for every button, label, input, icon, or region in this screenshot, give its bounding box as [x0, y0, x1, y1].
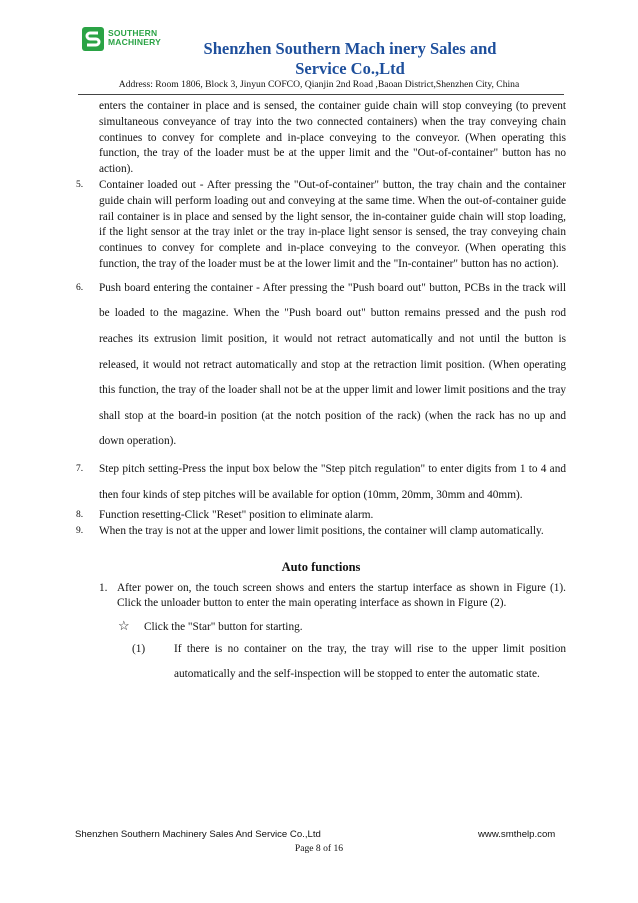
continuation-paragraph: enters the container in place and is sensed, the container guide chain will stop conveying (to prevent simultaneous conveyance of tray into the two connected containers) when the tray conveying chain continues to convey for complete and in-place conveying to the conveyor. (When operating this function, the tray of the loader must be at the upper limit and the "Out-of-container" button has no action). — [99, 100, 566, 176]
logo-line1: SOUTHERN — [108, 28, 158, 38]
company-address: Address: Room 1806, Block 3, Jinyun COFCO, Qianjin 2nd Road ,Baoan District,Shenzhen City, China — [118, 79, 520, 90]
list-item-7 — [76, 457, 566, 508]
header-divider — [78, 94, 564, 95]
company-title-line2: Service Co.,Ltd — [295, 59, 405, 78]
sub-step-1 — [76, 637, 566, 688]
list-number: 5. — [76, 179, 84, 190]
list-number: 8. — [76, 510, 84, 521]
logo-line2: MACHINERY — [108, 37, 161, 47]
footer-company: Shenzhen Southern Machinery Sales And Service Co.,Ltd — [75, 829, 321, 840]
list-number: 7. — [76, 463, 84, 474]
company-title-line1: Shenzhen Southern Mach inery Sales and — [203, 39, 497, 58]
list-number: 9. — [76, 525, 84, 536]
auto-step-1 — [76, 581, 566, 612]
list-text: When the tray is not at the upper and lower limit positions, the container will clamp automatically. — [99, 524, 544, 537]
company-title — [150, 39, 550, 79]
logo-s-icon — [82, 27, 104, 51]
list-text: Function resetting-Click "Reset" position to eliminate alarm. — [99, 509, 374, 522]
list-number: 6. — [76, 282, 84, 293]
list-item-9 — [76, 524, 566, 540]
list-text: Container loaded out - After pressing the "Out-of-container" button, the tray chain and the container guide chain will perform loading out and conveying at the same time. When the out-of-container guide rail container is in place and sensed by the light sensor, the in-container guide chain will stop loading, if the light sensor at the tray inlet or the tray in-place light sensor is sensed, the tray conveying chain continues to convey for complete and in-place conveying to the conveyor. (When operating this function, the tray of the loader must be at the lower limit and the "In-container" button has no action). — [99, 178, 566, 270]
list-item-5 — [76, 178, 566, 273]
list-text: Push board entering the container - After pressing the "Push board out" button, PCBs in the track will be loaded to the magazine. When the "Push board out" button remains pressed and the push rod reaches its extrusion limit position, it would not retract automatically and not until the button is released, it would not retract automatically and stop at the retraction limit position. (When operating this function, the tray of the loader shall not be at the upper limit and lower limit positions and the tray shall stop at the board-in position (at the notch position of the rack) (when the rack has no up and down operation). — [99, 281, 566, 448]
step-number: 1. — [99, 581, 108, 594]
list-item-8 — [76, 508, 566, 524]
document-body — [76, 99, 566, 688]
sub-step-number: (1) — [132, 642, 146, 655]
sub-step-text: If there is no container on the tray, the tray will rise to the upper limit position automatically and the self-inspection will be stopped to enter the automatic state. — [174, 642, 566, 681]
step-text: After power on, the touch screen shows and enters the startup interface as shown in Figure (1). Click the unloader button to enter the main operating interface as shown in Figure (2). — [117, 581, 566, 610]
list-text: Step pitch setting-Press the input box below the "Step pitch regulation" to enter digits from 1 to 4 and then four kinds of step pitches will be available for option (10mm, 20mm, 30mm and 40mm). — [99, 462, 566, 501]
star-text: Click the "Star" button for starting. — [144, 620, 303, 633]
footer-website: www.smthelp.com — [478, 829, 556, 840]
star-icon: ☆ — [118, 617, 130, 633]
page-number: Page 8 of 16 — [294, 843, 344, 854]
list-item-6 — [76, 276, 566, 455]
star-bullet — [76, 618, 566, 636]
section-heading: Auto functions — [281, 559, 361, 574]
